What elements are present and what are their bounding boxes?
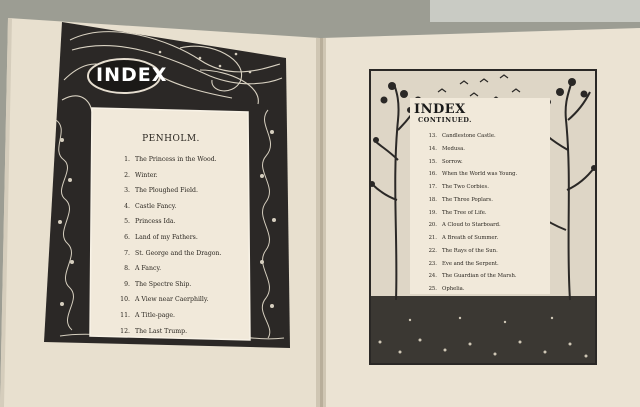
item-number: 6. [124,233,130,241]
item-number: 5. [124,218,130,226]
list-item [116,308,221,324]
item-number: 23. [428,260,437,267]
item-title: A Title-page. [135,311,175,319]
item-title: The Guardian of the Marsh. [442,273,517,280]
item-number: 25. [428,286,437,292]
list-item [116,214,221,230]
list-item [422,143,517,156]
item-title: The Last Trump. [135,327,188,335]
item-number: 11. [120,311,130,319]
item-number: 17. [428,184,437,190]
list-item [116,199,221,215]
item-number: 1. [124,156,130,163]
item-title: Ophelia. [442,286,465,292]
item-number: 8. [124,265,130,273]
item-number: 18. [428,196,437,203]
item-title: A Breath of Summer. [442,235,499,241]
item-title: Eve and the Serpent. [442,260,499,267]
list-item [116,261,221,277]
item-number: 22. [428,247,437,254]
item-title: Candlestone Castle. [442,133,496,139]
index-title-right: INDEX [414,102,466,117]
index-title-left: INDEX [96,64,168,86]
item-title: The Spectre Ship. [135,280,192,288]
item-number: 10. [120,296,130,304]
index-list-right [422,130,517,296]
list-item [422,181,517,194]
item-title: Sorrow. [442,158,463,165]
item-number: 9. [124,280,130,288]
item-title: Castle Fancy. [135,202,177,210]
item-title: St. George and the Dragon. [135,249,222,257]
item-number: 21. [428,235,437,241]
item-number: 3. [124,187,130,195]
item-number: 13. [428,133,437,139]
gutter-line [320,38,323,407]
item-title: The Rays of the Sun. [442,247,498,254]
list-item [116,246,221,262]
item-title: A Fancy. [135,265,162,273]
item-title: Land of my Fathers. [135,233,198,241]
item-number: 20. [428,222,437,229]
list-item [422,168,517,181]
section-title-penholm: PENHOLM. [142,134,200,144]
list-item [116,292,221,308]
list-item [422,207,517,220]
index-list-left [116,152,221,339]
index-subtitle-continued: CONTINUED. [418,116,472,124]
item-title: The Ploughed Field. [135,187,198,195]
list-item [422,270,517,283]
list-item [422,245,517,258]
list-item [116,168,221,184]
item-title: Winter. [135,171,158,179]
item-title: A Cloud to Starboard. [442,222,501,229]
list-item [116,277,221,293]
item-number: 14. [428,145,437,152]
item-number: 15. [428,158,437,165]
list-item [422,283,517,296]
item-title: Medusa. [442,145,465,152]
list-item [422,258,517,271]
item-number: 24. [428,273,437,280]
item-title: Princess Ida. [135,218,176,226]
item-title: A View near Caerphilly. [135,296,209,304]
item-number: 4. [124,202,130,210]
item-number: 16. [428,171,437,178]
list-item [116,324,221,340]
item-number: 19. [428,209,437,216]
list-item [422,156,517,169]
item-title: The Princess in the Wood. [135,156,217,163]
list-item [422,130,517,143]
item-number: 7. [124,249,130,257]
list-item [116,152,221,168]
item-number: 2. [124,171,130,179]
item-title: When the World was Young. [442,171,518,178]
item-number: 12. [120,327,130,335]
item-title: The Two Corbies. [442,184,489,190]
list-item [116,183,221,199]
item-title: The Tree of Life. [442,209,487,216]
list-item [116,230,221,246]
item-title: The Three Poplars. [442,196,493,203]
list-item [422,219,517,232]
list-item [422,232,517,245]
background-light [430,0,640,22]
list-item [422,194,517,207]
